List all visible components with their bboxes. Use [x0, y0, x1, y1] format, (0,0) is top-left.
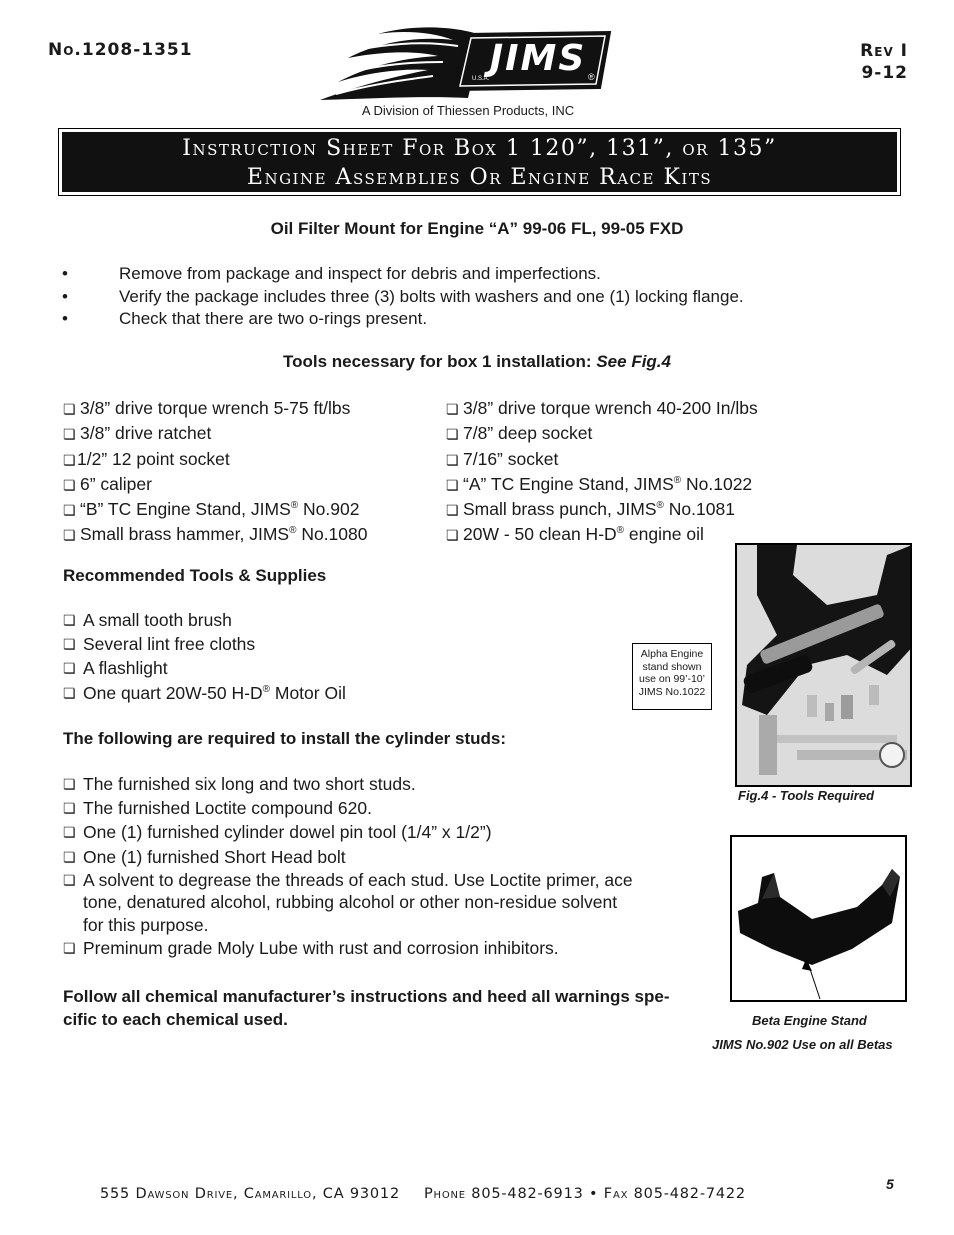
logo-usa: U.S.A. [472, 76, 490, 82]
title-line-2: Engine Assemblies Or Engine Race Kits [246, 165, 713, 190]
checkbox-icon: ❏ [446, 527, 459, 544]
tool-item: ❏ Small brass punch, JIMS® No.1081 [446, 497, 758, 522]
checkbox-icon: ❏ [63, 940, 76, 957]
bullet-item: • Verify the package includes three (3) bolts with washers and one (1) locking flange. [62, 286, 744, 309]
checkbox-icon: ❏ [446, 451, 459, 468]
checkbox-icon: ❏ [63, 848, 76, 865]
bullet-item: • Remove from package and inspect for debris and imperfections. [62, 263, 744, 286]
alpha-stand-callout: Alpha Engine stand shown use on 99’-10’ JIMS No.1022 [632, 643, 712, 710]
tool-item: ❏ 3/8” drive torque wrench 40-200 In/lbs [446, 396, 758, 421]
tool-item: ❏ “A” TC Engine Stand, JIMS® No.1022 [446, 472, 758, 497]
tool-item: ❏ 20W - 50 clean H-D® engine oil [446, 522, 758, 547]
tools-right-list [446, 396, 758, 548]
bullet-item: • Check that there are two o-rings present. [62, 308, 744, 331]
checkbox-icon: ❏ [63, 636, 76, 653]
checkbox-icon: ❏ [446, 502, 459, 519]
tools-heading-ref: See Fig.4 [596, 352, 671, 371]
checkbox-icon: ❏ [63, 800, 76, 817]
tool-item: ❏ 3/8” drive torque wrench 5-75 ft/lbs [63, 396, 368, 421]
recommended-item: ❏ A small tooth brush [63, 608, 346, 632]
tool-item: ❏ “B” TC Engine Stand, JIMS® No.902 [63, 497, 368, 522]
checkbox-icon: ❏ [446, 476, 459, 493]
revision: Rev I [860, 41, 908, 61]
checkbox-icon: ❏ [63, 824, 76, 841]
oil-filter-heading: Oil Filter Mount for Engine “A” 99-06 FL, 99-05 FXD [270, 219, 684, 238]
checkbox-icon: ❏ [63, 527, 76, 544]
tools-left-list [63, 396, 368, 548]
tool-item: ❏ 7/16” socket [446, 447, 758, 472]
recommended-list [63, 608, 346, 705]
logo-registered: ® [588, 72, 595, 82]
page-number: 5 [886, 1176, 894, 1192]
checkbox-icon: ❏ [63, 612, 76, 628]
title-banner [58, 128, 901, 196]
document-number: No.1208-1351 [48, 40, 193, 60]
studs-item: ❏ A solvent to degrease the threads of each stud. Use Loctite primer, ace tone, denatured alcohol, rubbing alcohol or other non-residue solvent for this purpose. [63, 869, 633, 935]
beta-caption-title: Beta Engine Stand [752, 1013, 867, 1028]
tool-item: ❏ 7/8” deep socket [446, 421, 758, 446]
beta-caption-part: JIMS No.902 Use on all Betas [712, 1037, 893, 1052]
tools-heading-text: Tools necessary for box 1 installation: [283, 352, 592, 371]
beta-stand-photo [730, 835, 907, 1002]
inspection-bullets [62, 263, 744, 331]
tools-photo [735, 543, 912, 787]
checkbox-icon: ❏ [63, 401, 76, 417]
checkbox-icon: ❏ [63, 476, 76, 493]
studs-heading: The following are required to install the cylinder studs: [63, 729, 507, 748]
checkbox-icon: ❏ [446, 426, 459, 443]
checkbox-icon: ❏ [63, 660, 76, 677]
tools-heading [0, 352, 954, 372]
checkbox-icon: ❏ [63, 426, 76, 443]
chemical-warning: Follow all chemical manufacturer’s instructions and heed all warnings spe- cific to each chemical used. [63, 987, 670, 1029]
tool-item: ❏ 6” caliper [63, 472, 368, 497]
title-line-1: Instruction Sheet For Box 1 120”, 131”, or 135” [182, 136, 777, 161]
tool-item: ❏ 3/8” drive ratchet [63, 421, 368, 446]
tool-item: ❏1/2” 12 point socket [63, 447, 368, 472]
revision-date: 9-12 [861, 63, 908, 83]
checkbox-icon: ❏ [63, 502, 76, 519]
checkbox-icon: ❏ [446, 401, 459, 417]
division-text: A Division of Thiessen Products, INC [361, 103, 575, 118]
tool-item: ❏ Small brass hammer, JIMS® No.1080 [63, 522, 368, 547]
studs-list [63, 772, 633, 961]
footer-contact [100, 1186, 746, 1202]
recommended-item: ❏ A flashlight [63, 656, 346, 680]
checkbox-icon: ❏ [63, 776, 76, 792]
revision-block [860, 40, 908, 84]
checkbox-icon: ❏ [63, 451, 76, 468]
logo-text: JIMS [489, 38, 587, 79]
studs-item: ❏ One (1) furnished Short Head bolt [63, 845, 633, 869]
jims-logo [318, 26, 618, 108]
studs-item: ❏ The furnished six long and two short studs. [63, 772, 633, 796]
checkbox-icon: ❏ [63, 684, 76, 701]
footer-address: 555 Dawson Drive, Camarillo, CA 93012 [100, 1186, 400, 1202]
studs-item: ❏ Preminum grade Moly Lube with rust and corrosion inhibitors. [63, 936, 633, 960]
studs-item: ❏ One (1) furnished cylinder dowel pin tool (1/4” x 1/2”) [63, 820, 633, 844]
recommended-item: ❏ Several lint free cloths [63, 632, 346, 656]
fig4-caption: Fig.4 - Tools Required [738, 788, 875, 803]
footer-phone: Phone 805-482-6913 • Fax 805-482-7422 [423, 1186, 746, 1202]
recommended-item: ❏ One quart 20W-50 H-D® Motor Oil [63, 681, 346, 705]
title-inner [62, 132, 897, 192]
recommended-heading: Recommended Tools & Supplies [63, 566, 327, 585]
studs-item: ❏ The furnished Loctite compound 620. [63, 796, 633, 820]
checkbox-icon: ❏ [63, 871, 76, 888]
